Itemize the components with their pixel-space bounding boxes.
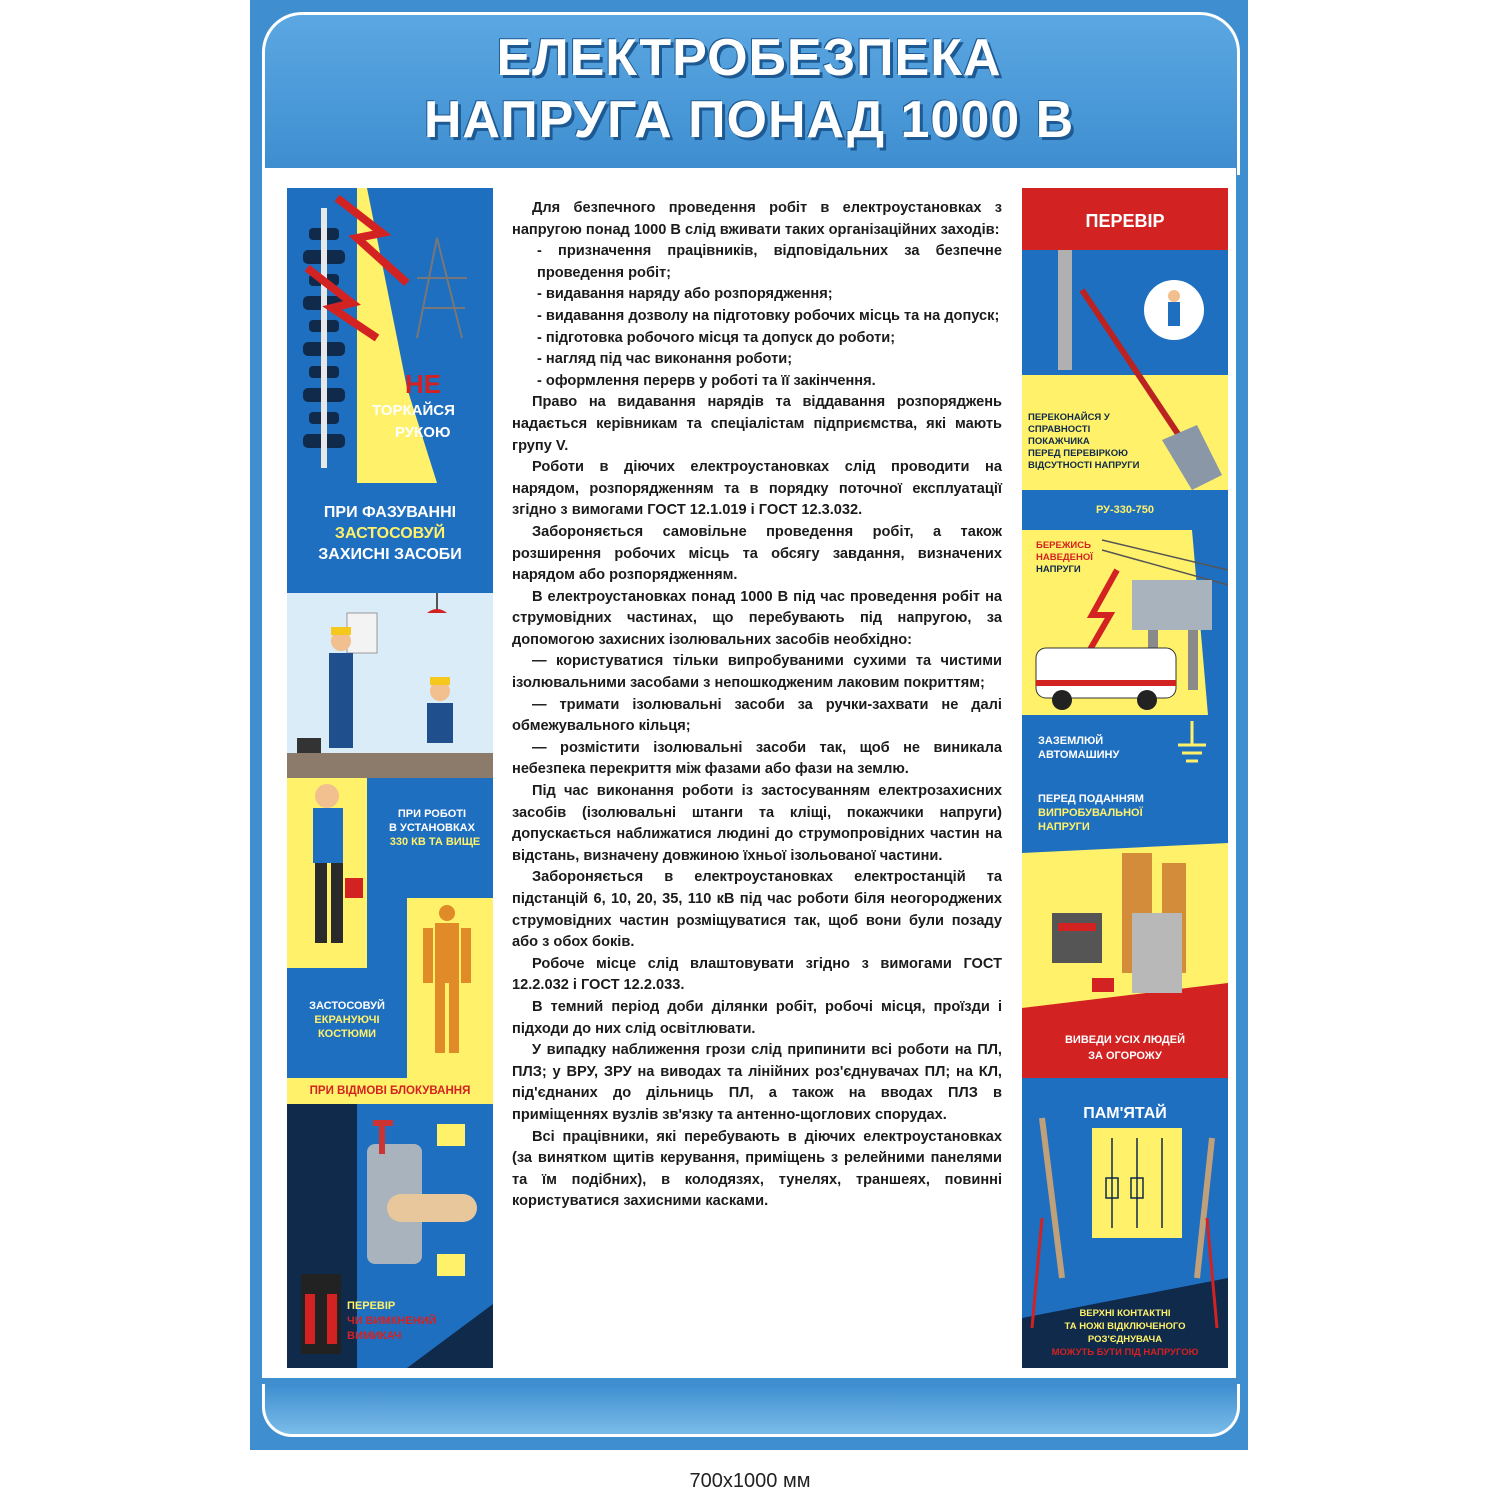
do-not-touch-line1: ТОРКАЙСЯ: [372, 402, 455, 419]
ground-line2: АВТОМАШИНУ: [1038, 749, 1120, 761]
fence-line1: ВИВЕДИ УСІХ ЛЮДЕЙ: [1064, 1034, 1186, 1046]
workers-illustration: [287, 593, 493, 778]
check-switch-line3: ВИМИКАЧ: [347, 1330, 402, 1342]
poster-title-line1: ЕЛЕКТРОБЕЗПЕКА: [496, 29, 1002, 87]
footer-frame: [262, 1384, 1240, 1437]
text-list-item: - оформлення перерв у роботі та її закінчення.: [537, 372, 876, 389]
induced-line3: НАПРУГИ: [1036, 564, 1081, 575]
interlock-header: ПРИ ВІДМОВІ БЛОКУВАННЯ: [309, 1085, 471, 1097]
size-note: 700х1000 мм: [689, 1470, 811, 1492]
text-paragraph: Забороняється в електроустановках електростанцій та підстанцій 6, 10, 20, 35, 110 кВ під час роботи біля неогороджених струмовідних частин розміщуватися так, щоб вони були позаду або з обох боків.: [512, 869, 1002, 951]
panel-phasing: [287, 483, 493, 593]
phasing-line1: ПРИ ФАЗУВАННІ: [323, 504, 457, 521]
content-area: [262, 168, 1236, 1378]
panel-fence: [1022, 1028, 1228, 1078]
text-list-item: - видавання дозволу на підготовку робочих місць та на допуск;: [537, 307, 1000, 324]
text-paragraph: Всі працівники, які перебувають в діючих електроустановках (за винятком щитів керування, приміщень з релейними панелями та їм подібних), в колодязях, тунелях, траншеях, повинні користуватися захисними касками.: [512, 1128, 1002, 1210]
text-list-item: - видавання наряду або розпорядження;: [537, 286, 833, 303]
left-column: [287, 188, 493, 1368]
remember-line1: ВЕРХНІ КОНТАКТНІ: [1079, 1308, 1171, 1319]
test-voltage-line3: НАПРУГИ: [1038, 821, 1090, 833]
poster-title-line2: НАПРУГА ПОНАД 1000 В: [423, 91, 1075, 149]
induced-line1: БЕРЕЖИСЬ: [1036, 540, 1091, 551]
text-paragraph: Право на видавання нарядів та віддавання розпоряджень надається керівникам та спеціалістам підприємства, які мають групу V.: [512, 394, 1002, 454]
text-paragraph: Під час виконання роботи із застосуванням електрозахисних засобів (ізолювальні штанги та кліщі, покажчики напруги) допускається наближатися людині до струмопровідних частин на відстань, визначену довжиною їхньої ізольованої частини.: [512, 783, 1002, 864]
do-not-touch-line2: РУКОЮ: [395, 424, 451, 441]
panel-remember: [1022, 1078, 1228, 1368]
panel-induced-voltage: [1022, 530, 1228, 715]
panel-330kv: [287, 778, 493, 1078]
text-paragraph: В темний період доби ділянки робіт, робочі місця, проїзди і підходи до них слід освітлювати.: [512, 998, 1002, 1037]
text-paragraph: — користуватися тільки випробуваними сухими та чистими ізолювальними засобами з непошкодженим лаковим покриттям;: [512, 653, 1002, 692]
indicator-line1: ПЕРЕКОНАЙСЯ У: [1028, 412, 1110, 423]
remember-line3: РОЗ'ЄДНУВАЧА: [1087, 1334, 1163, 1345]
ground-line1: ЗАЗЕМЛЮЙ: [1038, 735, 1104, 747]
ru-label: РУ-330-750: [1095, 504, 1155, 516]
check-switch-line2: ЧИ ВИМКНЕНИЙ: [347, 1315, 437, 1327]
text-list-item: - призначення працівників, відповідальних за безпечне проведення робіт;: [537, 243, 1002, 281]
text-list-item: - нагляд під час виконання роботи;: [537, 351, 793, 368]
poster: [250, 0, 1248, 1450]
330kv-line3: 330 КВ ТА ВИЩЕ: [389, 836, 481, 848]
330kv-line2: В УСТАНОВКАХ: [389, 822, 475, 834]
phasing-line3: ЗАХИСНІ ЗАСОБИ: [318, 546, 462, 563]
text-paragraph: Забороняється самовільне проведення робіт, а також розширення робочих місць та обсягу завдання, визначених нарядом або розпорядженням.: [512, 523, 1002, 584]
text-list-item: - підготовка робочого місця та допуск до роботи;: [537, 329, 896, 346]
screen-suit-line3: КОСТЮМИ: [317, 1028, 377, 1040]
main-text: [512, 198, 1002, 1213]
phasing-line2: ЗАСТОСОВУЙ: [334, 525, 446, 542]
fence-line2: ЗА ОГОРОЖУ: [1088, 1050, 1162, 1062]
insulator-illustration: [287, 188, 493, 483]
induced-line2: НАВЕДЕНОЇ: [1036, 552, 1093, 563]
panel-workers-scene: [287, 593, 493, 778]
test-voltage-line1: ПЕРЕД ПОДАННЯМ: [1038, 793, 1144, 805]
text-paragraph: У випадку наближення грози слід припинити всі роботи на ПЛ, ПЛЗ; у ВРУ, ЗРУ на виводах та лінійних роз'єднувачах ПЛ; на КЛ, під'єднаних до дільниць ПЛ, а також на вводах ПЛЗ в приміщеннях вузлів зв'язку та антенно-щоглових спорудах.: [512, 1042, 1002, 1123]
panel-do-not-touch: [287, 188, 493, 483]
panel-ground-vehicle: [1022, 715, 1228, 783]
panel-check-indicator: [1022, 250, 1228, 490]
right-column: [1022, 188, 1228, 1368]
indicator-line5: ВІДСУТНОСТІ НАПРУГИ: [1028, 460, 1140, 471]
text-paragraph: Для безпечного проведення робіт в електроустановках з напругою понад 1000 В слід вживати таких організаційних заходів:: [512, 200, 1002, 238]
screen-suit-line1: ЗАСТОСОВУЙ: [309, 1000, 385, 1012]
indicator-line3: ПОКАЖЧИКА: [1028, 436, 1090, 447]
check-header: ПЕРЕВІР: [1085, 211, 1165, 231]
panel-interlock-failure: [287, 1078, 493, 1368]
screen-suit-line2: ЕКРАНУЮЧІ: [314, 1014, 380, 1026]
do-not-word: НЕ: [405, 369, 442, 399]
indicator-line4: ПЕРЕД ПЕРЕВІРКОЮ: [1028, 448, 1128, 459]
check-switch-line1: ПЕРЕВІР: [347, 1300, 396, 1312]
indicator-line2: СПРАВНОСТІ: [1028, 424, 1091, 435]
text-paragraph: В електроустановках понад 1000 В під час проведення робіт на струмовідних частинах, що перебувають під напругою, за допомогою захисних ізолювальних засобів необхідно:: [512, 588, 1002, 648]
panel-check-header: [1022, 188, 1228, 250]
remember-line4: МОЖУТЬ БУТИ ПІД НАПРУГОЮ: [1051, 1347, 1199, 1358]
text-paragraph: Роботи в діючих електроустановках слід проводити на нарядом, розпорядженням та в порядку поточної експлуатації згідно з вимогами ГОСТ 12.1.019 і ГОСТ 12.3.032.: [512, 459, 1002, 519]
330kv-line1: ПРИ РОБОТІ: [397, 808, 467, 820]
text-paragraph: — тримати ізолювальні засоби за ручки-захвати не далі обмежувального кільця;: [512, 696, 1002, 735]
panel-ru-label: [1022, 490, 1228, 530]
text-paragraph: Робоче місце слід влаштовувати згідно з вимогами ГОСТ 12.2.032 і ГОСТ 12.2.033.: [512, 955, 1002, 994]
panel-test-voltage: [1022, 783, 1228, 1028]
test-voltage-line2: ВИПРОБУВАЛЬНОЇ: [1038, 807, 1143, 819]
remember-line2: ТА НОЖІ ВІДКЛЮЧЕНОГО: [1064, 1321, 1186, 1332]
remember-header: ПАМ'ЯТАЙ: [1083, 1105, 1167, 1122]
text-paragraph: — розмістити ізолювальні засоби так, щоб не виникала небезпека перекриття між фазами або фази на землю.: [512, 739, 1002, 778]
